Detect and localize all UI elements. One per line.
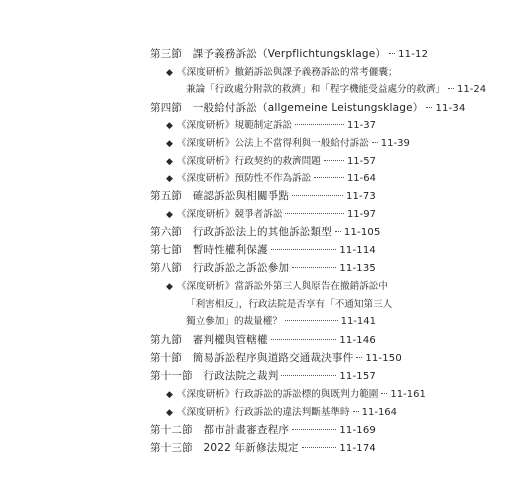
- diamond-bullet-icon: ◆: [166, 139, 173, 149]
- toc-section-entry: [150, 350, 402, 365]
- toc-page-number: 11-39: [380, 138, 410, 149]
- toc-entry-title: 第十三節 2022 年新修法規定: [150, 442, 299, 454]
- toc-page-number: 11-34: [435, 103, 466, 114]
- toc-analysis-entry: [166, 170, 376, 184]
- diamond-bullet-icon: ◆: [166, 282, 173, 292]
- dot-leader: [285, 320, 338, 321]
- toc-entry-title: 《深度研析》當訴訟外第三人與原告在撤銷訴訟中: [176, 281, 388, 292]
- toc-entry-title: 第十節 簡易訴訟程序與道路交通裁決事件: [150, 352, 354, 364]
- toc-entry-title: 《深度研析》競爭者訴訟: [176, 209, 283, 220]
- toc-section-entry: [150, 188, 376, 203]
- dot-leader: [389, 53, 395, 54]
- dot-leader: [372, 142, 378, 143]
- toc-page-number: 11-105: [343, 227, 381, 238]
- dot-leader: [295, 124, 344, 125]
- toc-entry-title: 第十一節 行政法院之裁判: [150, 370, 279, 382]
- toc-entry-continuation: [186, 81, 487, 95]
- toc-entry-title: 《深度研析》行政契約的救濟問題: [176, 156, 321, 167]
- dot-leader: [324, 160, 344, 161]
- toc-section-entry: [150, 224, 381, 239]
- toc-page-number: 11-174: [339, 443, 376, 454]
- toc-entry-title: 《深度研析》行政訴訟的違法判斷基準時: [176, 407, 350, 418]
- toc-entry-title: 《深度研析》撤銷訴訟與課予義務訴訟的常考儷囊；: [176, 67, 398, 78]
- diamond-bullet-icon: ◆: [166, 408, 173, 418]
- toc-page-number: 11-97: [346, 209, 376, 220]
- dot-leader: [292, 267, 336, 268]
- toc-analysis-entry: [166, 386, 426, 400]
- dot-leader: [314, 177, 344, 178]
- dot-leader: [292, 195, 343, 196]
- toc-section-entry: [150, 332, 376, 347]
- toc-analysis-entry: [166, 117, 376, 131]
- toc-entry-title: 第六節 行政訴訟法上的其他訴訟類型: [150, 226, 332, 238]
- toc-section-entry: [150, 422, 376, 437]
- toc-entry-title: 《深度研析》規範制定訴訟: [176, 120, 293, 131]
- toc-analysis-entry: [166, 64, 398, 78]
- toc-entry-continuation: [186, 313, 376, 327]
- toc-section-entry: [150, 100, 466, 115]
- toc-entry-continuation: [186, 296, 392, 310]
- dot-leader: [381, 393, 387, 394]
- toc-entry-title: 第七節 暫時性權利保護: [150, 244, 268, 256]
- toc-analysis-entry: [166, 135, 410, 149]
- diamond-bullet-icon: ◆: [166, 68, 173, 78]
- toc-analysis-entry: [166, 153, 376, 167]
- dot-leader: [353, 411, 359, 412]
- toc-page-number: 11-161: [390, 389, 426, 400]
- diamond-bullet-icon: ◆: [166, 390, 173, 400]
- toc-page-number: 11-73: [345, 191, 376, 202]
- toc-section-entry: [150, 440, 376, 455]
- dot-leader: [302, 447, 337, 448]
- toc-page-number: 11-169: [339, 425, 376, 436]
- diamond-bullet-icon: ◆: [166, 210, 173, 220]
- dot-leader: [281, 375, 336, 376]
- toc-analysis-entry: [166, 278, 388, 292]
- toc-page-number: 11-164: [361, 407, 398, 418]
- toc-entry-title: 獨立參加」的裁量權？: [186, 316, 282, 327]
- toc-analysis-entry: [166, 404, 398, 418]
- toc-page-number: 11-57: [346, 156, 376, 167]
- dot-leader: [285, 213, 343, 214]
- toc-page-number: 11-141: [340, 316, 376, 327]
- toc-entry-title: 第四節 一般給付訴訟（allgemeine Leistungsklage）: [150, 102, 424, 114]
- toc-entry-title: 第八節 行政訴訟之訴訟參加: [150, 262, 290, 274]
- toc-page-number: 11-12: [398, 49, 429, 60]
- diamond-bullet-icon: ◆: [166, 157, 173, 167]
- toc-page-number: 11-146: [339, 335, 376, 346]
- toc-page-number: 11-64: [346, 173, 376, 184]
- dot-leader: [271, 339, 337, 340]
- toc-page-number: 11-37: [346, 120, 376, 131]
- toc-page-number: 11-157: [339, 371, 376, 382]
- diamond-bullet-icon: ◆: [166, 121, 173, 131]
- toc-page-number: 11-135: [339, 263, 376, 274]
- dot-leader: [356, 357, 362, 358]
- toc-entry-title: 兼論「行政處分附款的救濟」和「程字機能受益處分的救濟」: [186, 84, 446, 95]
- toc-section-entry: [150, 46, 429, 61]
- dot-leader: [292, 429, 336, 430]
- toc-entry-title: 第十二節 都市計畫審查程序: [150, 424, 290, 436]
- dot-leader: [271, 249, 337, 250]
- toc-analysis-entry: [166, 206, 376, 220]
- diamond-bullet-icon: ◆: [166, 174, 173, 184]
- toc-section-entry: [150, 260, 376, 275]
- toc-entry-title: 第三節 課予義務訴訟（Verpflichtungsklage）: [150, 48, 387, 60]
- toc-page-number: 11-24: [457, 84, 487, 95]
- toc-entry-title: 《深度研析》行政訴訟的訴訟標的與既判力範圍: [176, 389, 379, 400]
- toc-entry-title: 《深度研析》預防性不作為訴訟: [176, 173, 312, 184]
- dot-leader: [448, 88, 454, 89]
- toc-page-number: 11-114: [339, 245, 376, 256]
- dot-leader: [426, 107, 432, 108]
- toc-section-entry: [150, 242, 376, 257]
- toc-entry-title: 第五節 確認訴訟與相關爭點: [150, 190, 290, 202]
- dot-leader: [335, 231, 341, 232]
- toc-entry-title: 第九節 審判權與管轄權: [150, 334, 268, 346]
- toc-entry-title: 《深度研析》公法上不當得利與一般給付訴訟: [176, 138, 369, 149]
- toc-page-number: 11-150: [365, 353, 402, 364]
- toc-section-entry: [150, 368, 376, 383]
- toc-entry-title: 「利害相反」，行政法院是否享有「不通知第三人: [186, 299, 393, 310]
